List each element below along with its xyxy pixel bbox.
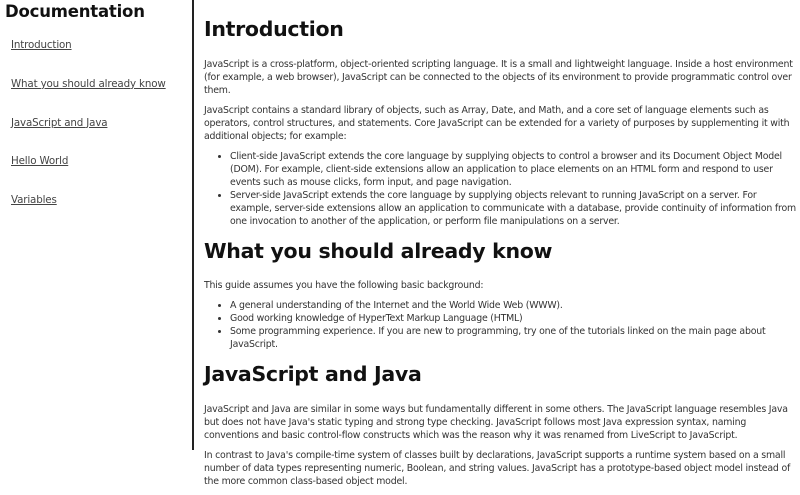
bullet-list (204, 150, 796, 228)
list-item: • Some programming experience. If you are new to programming, try one of the tutorials linked on the main page about JavaScript. (230, 325, 796, 351)
nav-link-what-you-should-already-know[interactable]: What you should already know (11, 77, 166, 90)
nav-title: Documentation (5, 2, 145, 21)
nav-link-variables[interactable]: Variables (11, 194, 57, 207)
list-item: • A general understanding of the Internet and the World Wide Web (WWW). (230, 299, 796, 312)
bullet-list (204, 299, 796, 351)
sidebar-nav (0, 0, 194, 450)
paragraph: In contrast to Java's compile-time system of classes built by declarations, JavaScript supports a runtime system based on a small number of data types representing numeric, Boolean, and string values. JavaScript has a prototype-based object model instead of the more common class-based object model. (204, 450, 791, 487)
section-javascript-and-java (204, 361, 796, 488)
nav-link-introduction[interactable]: Introduction (11, 39, 72, 51)
list-item: • Server-side JavaScript extends the core language by supplying objects relevant to running JavaScript on a server. For example, server-side extensions allow an application to communicate with a database, provide continuity of information from one invocation to another of the application, or perform file manipulations on a server. (230, 189, 796, 228)
section-heading: Introduction (204, 17, 344, 41)
paragraph: JavaScript is a cross-platform, object-oriented scripting language. It is a small and lightweight language. Inside a host environment (for example, a web browser), JavaScript can be connected to the objects of its environment to provide programmatic control over them. (204, 59, 793, 96)
paragraph: This guide assumes you have the following basic background: (204, 280, 484, 291)
section-heading: What you should already know (204, 239, 553, 263)
section-heading: JavaScript and Java (204, 362, 422, 386)
section-introduction (204, 16, 796, 228)
paragraph: JavaScript contains a standard library of objects, such as Array, Date, and Math, and a core set of language elements such as operators, control structures, and statements. Core JavaScript can be extended for a variety of purposes by supplementing it with additional objects; for example: (204, 105, 790, 142)
nav-link-hello-world[interactable]: Hello World (11, 155, 69, 168)
nav-list (11, 33, 166, 227)
list-item: • Client-side JavaScript extends the core language by supplying objects to control a browser and its Document Object Model (DOM). For example, client-side extensions allow an application to place elements on an HTML form and respond to user events such as mouse clicks, form input, and page navigation. (230, 150, 796, 189)
main-content (204, 0, 796, 495)
nav-link-javascript-and-java[interactable]: JavaScript and Java (11, 116, 108, 129)
list-item: • Good working knowledge of HyperText Markup Language (HTML) (230, 312, 796, 325)
section-what-you-should-already-know (204, 238, 796, 351)
paragraph: JavaScript and Java are similar in some ways but fundamentally different in some others. The JavaScript language resembles Java but does not have Java's static typing and strong type checking. JavaScript follows most Java expression syntax, naming conventions and basic control-flow constructs which was the reason why it was renamed from LiveScript to JavaScript. (204, 404, 788, 441)
